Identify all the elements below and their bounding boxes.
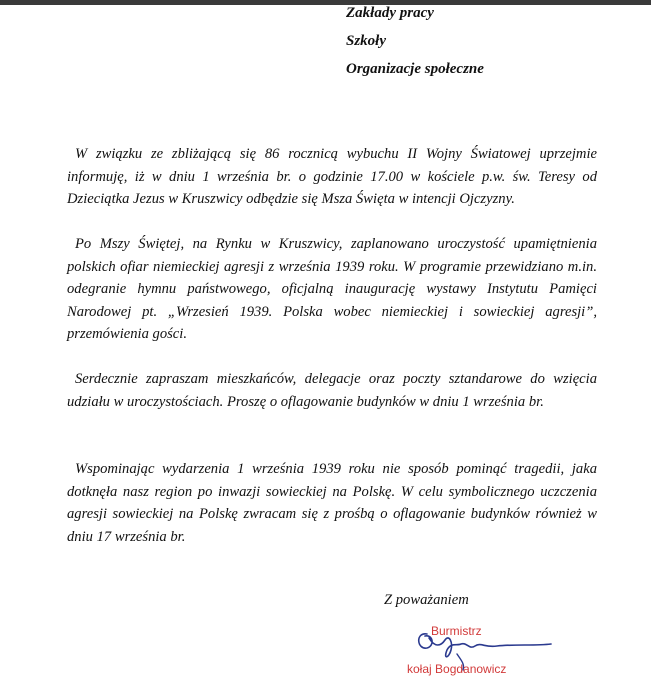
stamp-title: Burmistrz xyxy=(431,624,482,638)
addressee-list xyxy=(346,4,484,88)
signature-stamp xyxy=(405,620,605,690)
addressee-organizations: Organizacje społeczne xyxy=(346,61,484,77)
addressee-workplaces: Zakłady pracy xyxy=(346,5,434,21)
paragraph-invitation: Serdecznie zapraszam mieszkańców, delegacje oraz poczty sztandarowe do wzięcia udziału w uroczystościach. Proszę o oflagowanie budynków w dniu 1 września br. xyxy=(67,371,597,410)
closing-salutation: Z poważaniem xyxy=(384,592,469,608)
paragraph-ceremony: Po Mszy Świętej, na Rynku w Kruszwicy, zaplanowano uroczystość upamiętnienia polskich ofiar niemieckiej agresji z września 1939 roku. W programie przewidziano m.in. odegranie hymnu państwowego, oficjalną inaugurację wystawy Instytutu Pamięci Narodowej pt. „Wrzesień 1939. Polska wobec niemieckiej i sowieckiej agresji”, przemówienia gości. xyxy=(67,236,597,343)
stamp-name: kołaj Bogdanowicz xyxy=(407,662,507,676)
paragraph-mass: W związku ze zbliżającą się 86 rocznicą wybuchu II Wojny Światowej uprzejmie informuję, iż w dniu 1 września br. o godzinie 17.00 w kościele p.w. św. Teresy od Dzieciątka Jezus w Kruszwicy odbędzie się Msza Święta w intencji Ojczyzny. xyxy=(67,146,597,208)
scan-top-edge xyxy=(0,0,651,5)
addressee-schools: Szkoły xyxy=(346,33,387,49)
paragraph-flags: Wspominając wydarzenia 1 września 1939 roku nie sposób pominąć tragedii, jaka dotknęła nasz region po inwazji sowieckiej na Polskę. W celu symbolicznego uczczenia agresji sowieckiej na Polskę zwracam się z prośbą o oflagowanie budynków również w dniu 17 września br. xyxy=(67,461,597,545)
